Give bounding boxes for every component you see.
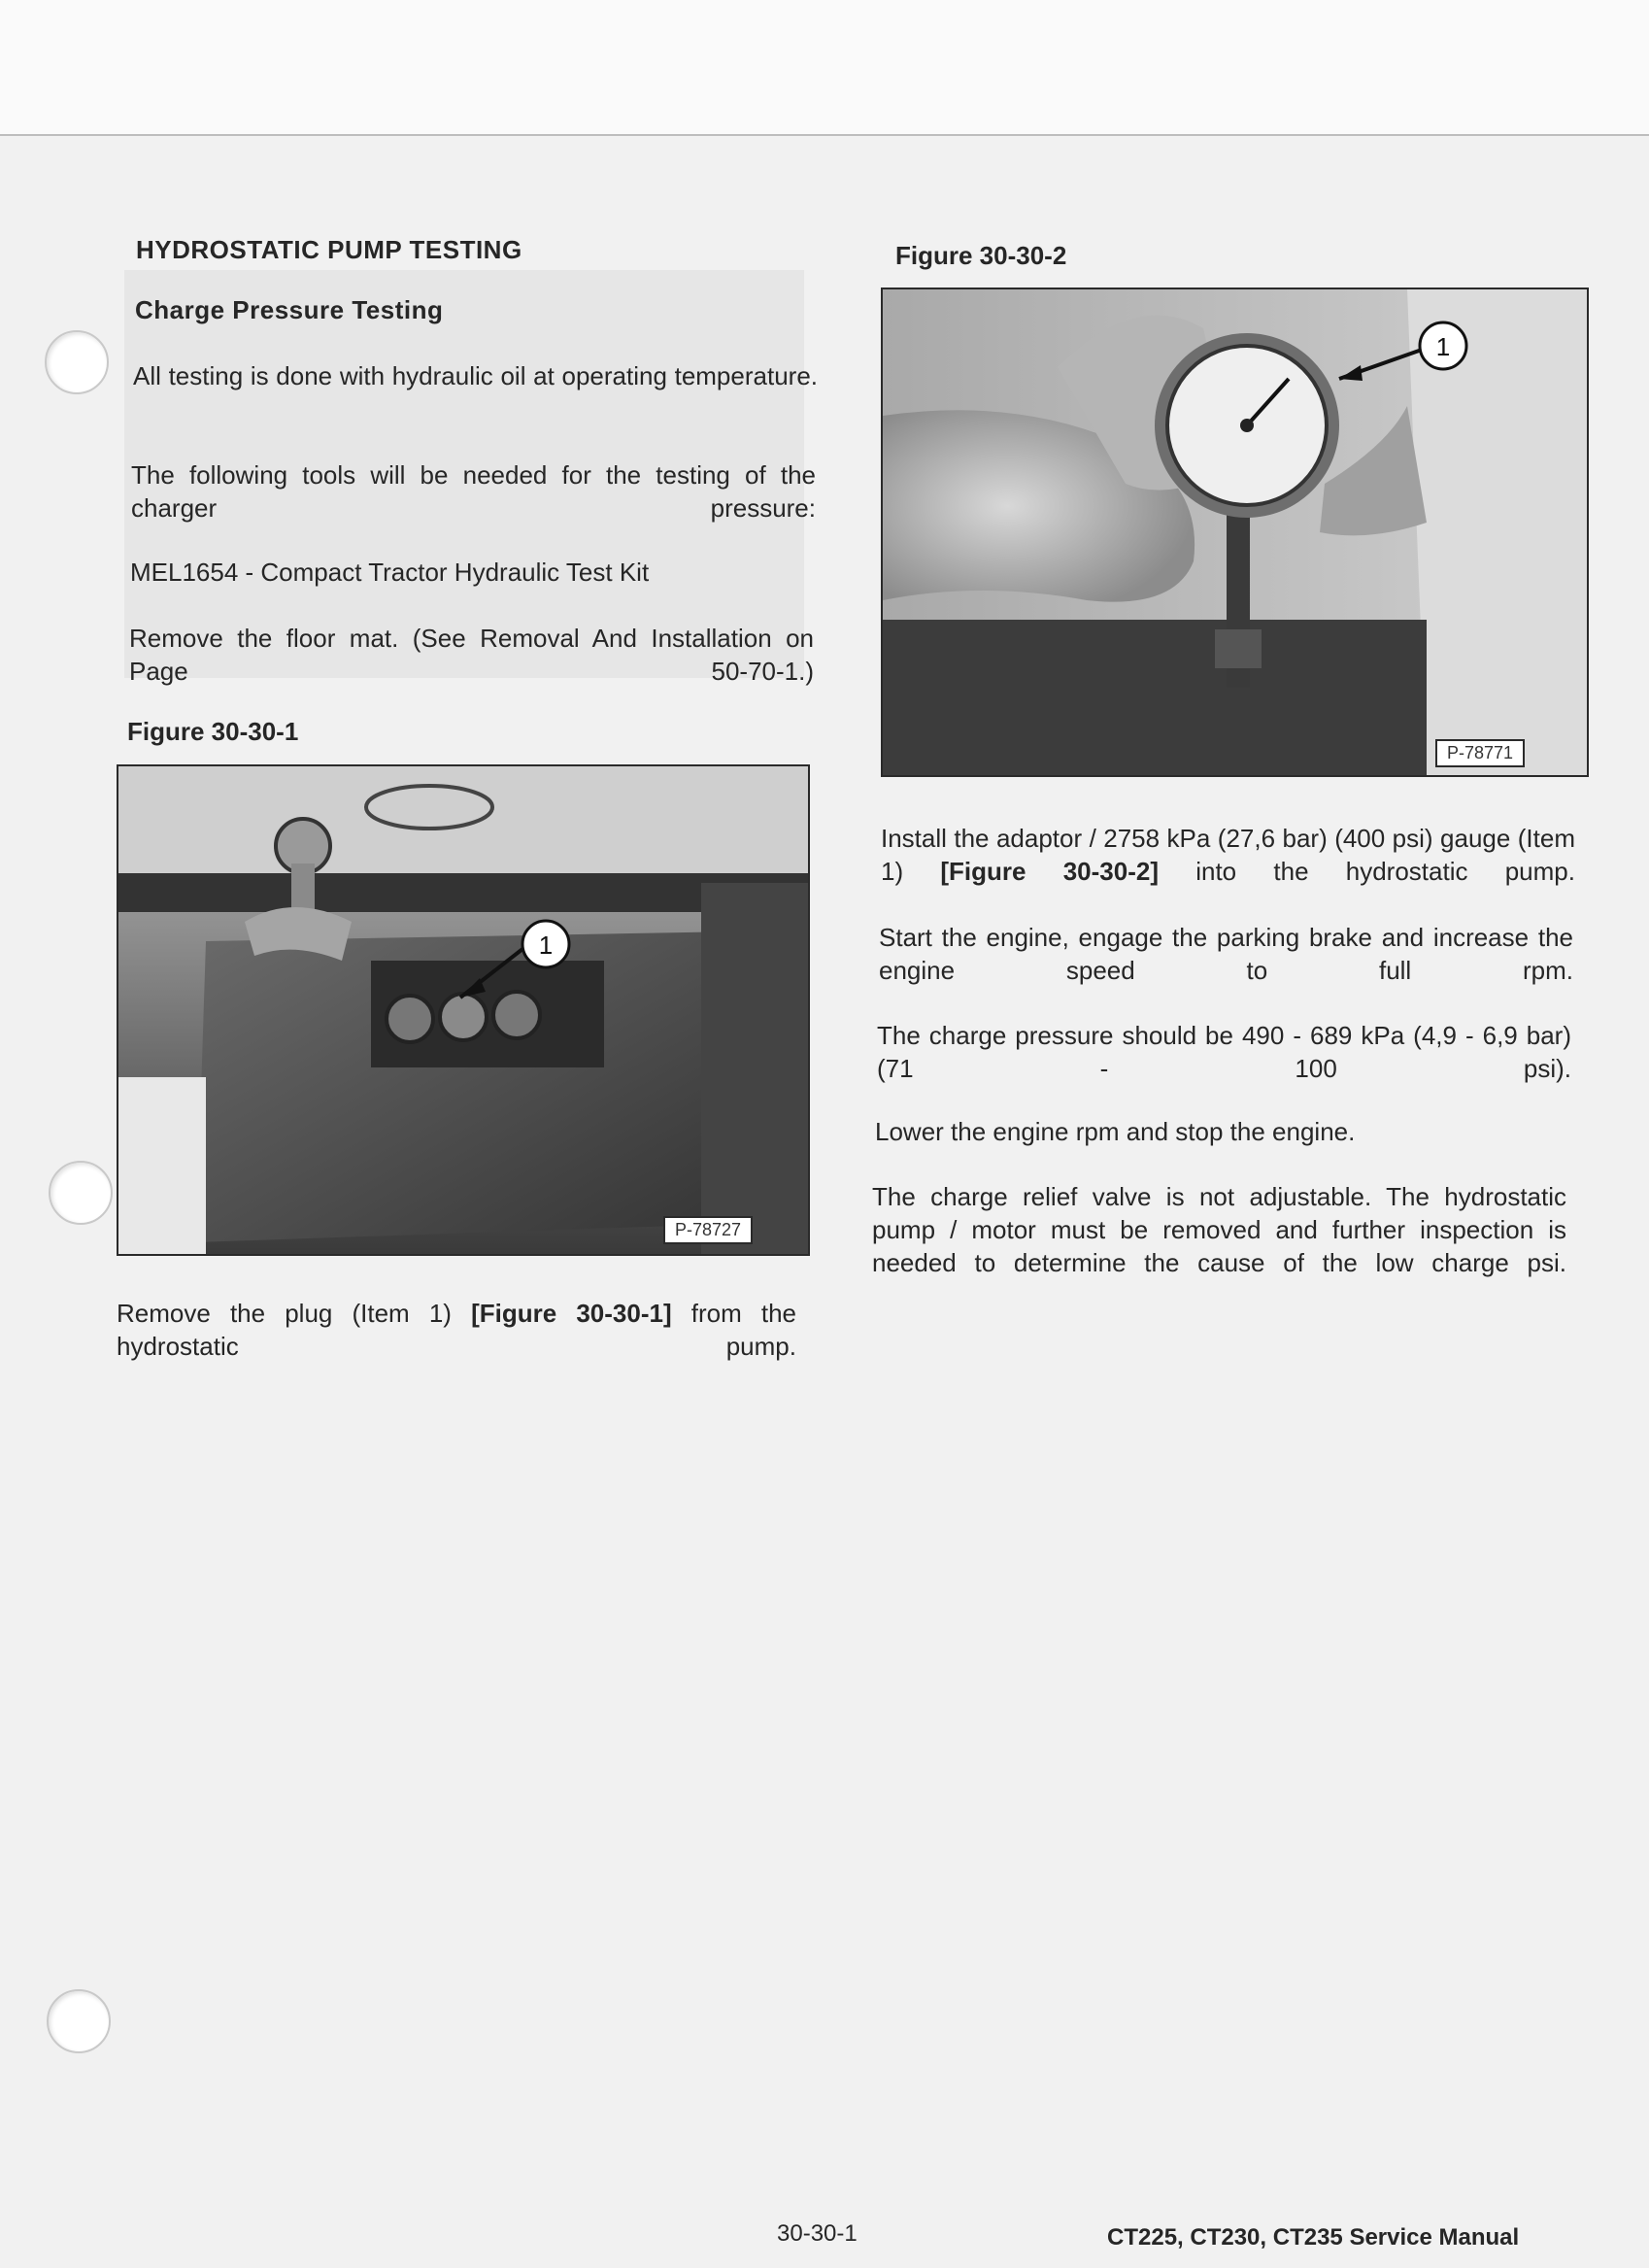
figure-1-reference: [Figure 30-30-1] (471, 1299, 672, 1328)
figure-2-reference: [Figure 30-30-2] (940, 857, 1159, 886)
figure-1-callout: 1 (538, 931, 554, 960)
paragraph-operating-temperature: All testing is done with hydraulic oil at operating temperature. (133, 361, 818, 390)
manual-title: CT225, CT230, CT235 Service Manual (1107, 2224, 1520, 2251)
binder-hole-top (45, 330, 109, 394)
gauge-photo-illustration (883, 289, 1587, 775)
paragraph-relief-valve: The charge relief valve is not adjustable. The hydrostatic pump / motor must be removed and further inspection is needed to determine the cause of the low charge psi. (872, 1182, 1566, 1277)
paragraph-stop-engine: Lower the engine rpm and stop the engine. (875, 1117, 1356, 1146)
remove-plug-text: Remove the plug (Item 1) (117, 1299, 472, 1328)
figure-2-title: Figure 30-30-2 (895, 241, 1067, 270)
install-adaptor-text-end: into the hydrostatic pump. (1158, 857, 1575, 886)
figure-2-callout: 1 (1435, 332, 1451, 361)
figure-1-title: Figure 30-30-1 (127, 717, 299, 746)
paragraph-tools-needed: The following tools will be needed for the testing of the charger pressure: (131, 460, 816, 523)
pump-photo-illustration (118, 766, 808, 1254)
install-adaptor-text: Install the adaptor / 2758 kPa (27,6 bar) (400 psi) gauge (Item 1) (881, 824, 1575, 886)
paragraph-install-adaptor (881, 822, 1575, 888)
section-title: HYDROSTATIC PUMP TESTING (136, 235, 522, 264)
paragraph-test-kit: MEL1654 - Compact Tractor Hydraulic Test Kit (130, 558, 650, 587)
figure-2-photo-code: P-78771 (1435, 739, 1525, 767)
figure-2-photo (881, 288, 1589, 777)
paragraph-start-engine: Start the engine, engage the parking brake and increase the engine speed to full rpm. (879, 923, 1573, 985)
paragraph-remove-floor-mat: Remove the floor mat. (See Removal And Installation on Page 50-70-1.) (129, 624, 814, 686)
page-number: 30-30-1 (777, 2220, 858, 2247)
figure-1-photo (117, 764, 810, 1256)
remove-plug-text-end: from the hydrostatic pump. (117, 1299, 797, 1361)
paragraph-charge-pressure-spec: The charge pressure should be 490 - 689 kPa (4,9 - 6,9 bar) (71 - 100 psi). (877, 1021, 1571, 1083)
binder-hole-middle (49, 1161, 113, 1225)
binder-hole-bottom (47, 1989, 111, 2053)
figure-1-photo-code: P-78727 (663, 1216, 753, 1244)
subsection-title: Charge Pressure Testing (135, 295, 444, 324)
scan-top-margin (0, 0, 1649, 136)
paragraph-remove-plug (117, 1297, 796, 1363)
